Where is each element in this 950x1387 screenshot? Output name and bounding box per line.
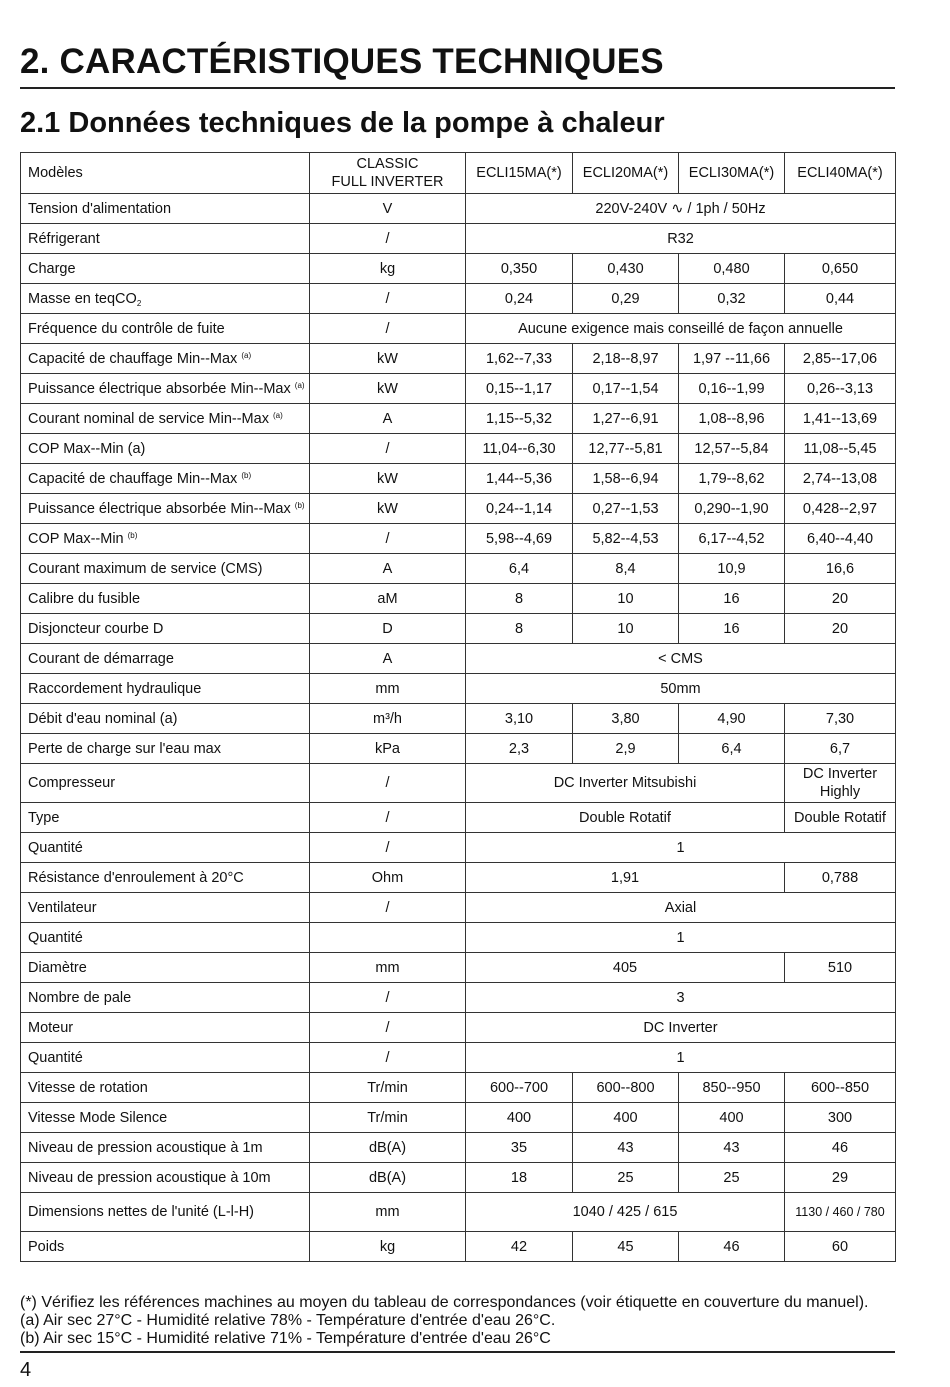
table-row bbox=[21, 1073, 896, 1103]
row-label-text: Résistance d'enroulement à 20°C bbox=[28, 869, 244, 886]
footer-rule bbox=[20, 1351, 895, 1353]
row-value: 400 bbox=[679, 1103, 785, 1133]
row-value: 45 bbox=[573, 1232, 679, 1262]
row-value: 6,7 bbox=[785, 734, 896, 764]
row-value: 850--950 bbox=[679, 1073, 785, 1103]
row-label bbox=[21, 983, 310, 1013]
table-row bbox=[21, 254, 896, 284]
table-row bbox=[21, 704, 896, 734]
row-value: 2,74--13,08 bbox=[785, 464, 896, 494]
row-value: 8,4 bbox=[573, 554, 679, 584]
row-value: 46 bbox=[679, 1232, 785, 1262]
row-value: 0,290--1,90 bbox=[679, 494, 785, 524]
row-value: 25 bbox=[679, 1163, 785, 1193]
row-label bbox=[21, 1043, 310, 1073]
row-value-merged: 1040 / 425 / 615 bbox=[466, 1193, 785, 1232]
row-label-text: Perte de charge sur l'eau max bbox=[28, 740, 221, 757]
row-value: 42 bbox=[466, 1232, 573, 1262]
row-value: 1,15--5,32 bbox=[466, 404, 573, 434]
row-value: 11,08--5,45 bbox=[785, 434, 896, 464]
row-unit: mm bbox=[310, 674, 466, 704]
row-value: 1,08--8,96 bbox=[679, 404, 785, 434]
row-unit: / bbox=[310, 764, 466, 803]
model-header: ECLI20MA(*) bbox=[573, 153, 679, 194]
row-value-merged: 1 bbox=[466, 923, 896, 953]
row-value: 0,430 bbox=[573, 254, 679, 284]
row-label bbox=[21, 344, 310, 374]
row-label bbox=[21, 464, 310, 494]
row-value: 0,350 bbox=[466, 254, 573, 284]
row-unit: V bbox=[310, 194, 466, 224]
row-value: 0,27--1,53 bbox=[573, 494, 679, 524]
row-value: 12,77--5,81 bbox=[573, 434, 679, 464]
row-label-text: Charge bbox=[28, 260, 76, 277]
row-label bbox=[21, 1013, 310, 1043]
row-label-text: Type bbox=[28, 809, 60, 826]
row-value: 60 bbox=[785, 1232, 896, 1262]
row-value-merged: 3 bbox=[466, 983, 896, 1013]
row-label-text: Calibre du fusible bbox=[28, 590, 141, 607]
row-label bbox=[21, 893, 310, 923]
row-label bbox=[21, 1163, 310, 1193]
row-label-text: Niveau de pression acoustique à 1m bbox=[28, 1139, 263, 1156]
footnote-ref: (b) bbox=[241, 470, 252, 480]
table-row bbox=[21, 674, 896, 704]
row-value: DC Inverter Highly bbox=[785, 764, 896, 803]
row-label bbox=[21, 953, 310, 983]
row-value: 18 bbox=[466, 1163, 573, 1193]
row-unit: Tr/min bbox=[310, 1073, 466, 1103]
row-unit: aM bbox=[310, 584, 466, 614]
row-label-text: Courant maximum de service (CMS) bbox=[28, 560, 263, 577]
row-label bbox=[21, 614, 310, 644]
row-value: 8 bbox=[466, 584, 573, 614]
table-row bbox=[21, 734, 896, 764]
row-value: 2,3 bbox=[466, 734, 573, 764]
row-label bbox=[21, 1073, 310, 1103]
table-row bbox=[21, 893, 896, 923]
row-label bbox=[21, 803, 310, 833]
row-label bbox=[21, 374, 310, 404]
row-value: 0,29 bbox=[573, 284, 679, 314]
table-row bbox=[21, 764, 896, 803]
row-value: 10 bbox=[573, 584, 679, 614]
row-value: 0,16--1,99 bbox=[679, 374, 785, 404]
row-label bbox=[21, 584, 310, 614]
table-row bbox=[21, 923, 896, 953]
table-row bbox=[21, 524, 896, 554]
row-value: 16 bbox=[679, 584, 785, 614]
row-label bbox=[21, 1103, 310, 1133]
row-unit: / bbox=[310, 803, 466, 833]
footnote-ref: (a) bbox=[272, 410, 283, 420]
footnote-ref: (a) bbox=[294, 380, 305, 390]
page-number: 4 bbox=[20, 1359, 32, 1381]
row-label-text: Débit d'eau nominal (a) bbox=[28, 710, 178, 727]
table-row bbox=[21, 1163, 896, 1193]
row-value-merged: Aucune exigence mais conseillé de façon annuelle bbox=[466, 314, 896, 344]
row-value: 7,30 bbox=[785, 704, 896, 734]
row-value: 1,79--8,62 bbox=[679, 464, 785, 494]
row-value: 0,32 bbox=[679, 284, 785, 314]
table-row bbox=[21, 1013, 896, 1043]
row-value: 3,10 bbox=[466, 704, 573, 734]
row-unit: kg bbox=[310, 254, 466, 284]
row-label bbox=[21, 764, 310, 803]
row-unit: D bbox=[310, 614, 466, 644]
subscript: 2 bbox=[136, 298, 142, 308]
row-label bbox=[21, 494, 310, 524]
row-label bbox=[21, 554, 310, 584]
row-unit: / bbox=[310, 1043, 466, 1073]
table-row bbox=[21, 1133, 896, 1163]
row-value: 35 bbox=[466, 1133, 573, 1163]
row-label-text: COP Max--Min bbox=[28, 530, 124, 547]
row-label bbox=[21, 833, 310, 863]
row-label-text: Vitesse de rotation bbox=[28, 1079, 148, 1096]
row-unit: / bbox=[310, 524, 466, 554]
row-value-merged: Axial bbox=[466, 893, 896, 923]
row-unit: Ohm bbox=[310, 863, 466, 893]
row-label bbox=[21, 524, 310, 554]
row-label-text: Poids bbox=[28, 1238, 65, 1255]
row-label-text: COP Max--Min (a) bbox=[28, 440, 146, 457]
row-label-text: Raccordement hydraulique bbox=[28, 680, 202, 697]
row-label bbox=[21, 254, 310, 284]
row-value: 2,9 bbox=[573, 734, 679, 764]
row-value: 1,44--5,36 bbox=[466, 464, 573, 494]
row-label bbox=[21, 734, 310, 764]
row-value: 3,80 bbox=[573, 704, 679, 734]
table-row bbox=[21, 803, 896, 833]
row-unit: Tr/min bbox=[310, 1103, 466, 1133]
row-label bbox=[21, 314, 310, 344]
row-value: 6,4 bbox=[466, 554, 573, 584]
row-label-text: Vitesse Mode Silence bbox=[28, 1109, 168, 1126]
row-unit: dB(A) bbox=[310, 1163, 466, 1193]
row-label-text: Disjoncteur courbe D bbox=[28, 620, 164, 637]
row-unit: A bbox=[310, 644, 466, 674]
row-value-merged: 405 bbox=[466, 953, 785, 983]
row-unit: / bbox=[310, 284, 466, 314]
models-label: Modèles bbox=[21, 153, 310, 194]
row-value: 1,27--6,91 bbox=[573, 404, 679, 434]
row-value: 0,428--2,97 bbox=[785, 494, 896, 524]
footnote-ref: (b) bbox=[127, 530, 138, 540]
row-value: 16,6 bbox=[785, 554, 896, 584]
row-label-text: Compresseur bbox=[28, 775, 116, 791]
row-label-text: Diamètre bbox=[28, 959, 87, 976]
row-value-merged: 1 bbox=[466, 833, 896, 863]
model-header: ECLI30MA(*) bbox=[679, 153, 785, 194]
row-value-merged: 1,91 bbox=[466, 863, 785, 893]
row-value: 20 bbox=[785, 614, 896, 644]
row-value-merged: R32 bbox=[466, 224, 896, 254]
row-unit: / bbox=[310, 833, 466, 863]
row-unit: dB(A) bbox=[310, 1133, 466, 1163]
row-unit: / bbox=[310, 224, 466, 254]
row-unit: kW bbox=[310, 374, 466, 404]
row-value: 20 bbox=[785, 584, 896, 614]
row-value: 0,24 bbox=[466, 284, 573, 314]
table-row bbox=[21, 344, 896, 374]
row-label bbox=[21, 644, 310, 674]
series-classic: CLASSIC bbox=[356, 156, 419, 172]
row-value: 400 bbox=[466, 1103, 573, 1133]
row-label-text: Capacité de chauffage Min--Max bbox=[28, 470, 238, 487]
row-value: 2,18--8,97 bbox=[573, 344, 679, 374]
row-unit: mm bbox=[310, 953, 466, 983]
row-value: 1,58--6,94 bbox=[573, 464, 679, 494]
row-value: 8 bbox=[466, 614, 573, 644]
row-unit: kW bbox=[310, 464, 466, 494]
row-label bbox=[21, 1232, 310, 1262]
row-value: 10 bbox=[573, 614, 679, 644]
row-label-text: Réfrigerant bbox=[28, 230, 100, 247]
row-label-text: Niveau de pression acoustique à 10m bbox=[28, 1169, 271, 1186]
row-value-merged: DC Inverter Mitsubishi bbox=[466, 764, 785, 803]
table-row bbox=[21, 434, 896, 464]
row-value: 600--800 bbox=[573, 1073, 679, 1103]
row-label bbox=[21, 434, 310, 464]
table-row bbox=[21, 1043, 896, 1073]
series-full-inverter: FULL INVERTER bbox=[331, 174, 444, 190]
table-row bbox=[21, 284, 896, 314]
row-value: 43 bbox=[679, 1133, 785, 1163]
table-row bbox=[21, 644, 896, 674]
row-value: 2,85--17,06 bbox=[785, 344, 896, 374]
row-unit: / bbox=[310, 434, 466, 464]
table-row bbox=[21, 194, 896, 224]
row-unit: / bbox=[310, 893, 466, 923]
row-value-merged: 50mm bbox=[466, 674, 896, 704]
table-row bbox=[21, 863, 896, 893]
table-row bbox=[21, 614, 896, 644]
row-label bbox=[21, 704, 310, 734]
row-value-merged: < CMS bbox=[466, 644, 896, 674]
row-value: 1,97 --11,66 bbox=[679, 344, 785, 374]
row-value: 0,480 bbox=[679, 254, 785, 284]
model-header: ECLI15MA(*) bbox=[466, 153, 573, 194]
table-row bbox=[21, 554, 896, 584]
row-value: 11,04--6,30 bbox=[466, 434, 573, 464]
footnote: (b) Air sec 15°C - Humidité relative 71% - Température d'entrée d'eau 26°C bbox=[20, 1330, 551, 1347]
row-value: 1130 / 460 / 780 bbox=[785, 1193, 896, 1232]
model-header: ECLI40MA(*) bbox=[785, 153, 896, 194]
row-unit: m³/h bbox=[310, 704, 466, 734]
row-unit: / bbox=[310, 314, 466, 344]
title-rule bbox=[20, 87, 895, 89]
table-row bbox=[21, 983, 896, 1013]
table-row bbox=[21, 1103, 896, 1133]
row-unit: A bbox=[310, 554, 466, 584]
table-row bbox=[21, 584, 896, 614]
footnote-ref: (a) bbox=[241, 350, 252, 360]
row-value: 29 bbox=[785, 1163, 896, 1193]
row-unit bbox=[310, 923, 466, 953]
row-unit: kW bbox=[310, 344, 466, 374]
row-label-text: Dimensions nettes de l'unité (L-l-H) bbox=[28, 1204, 254, 1220]
row-label-text: Moteur bbox=[28, 1019, 74, 1036]
row-value: 6,4 bbox=[679, 734, 785, 764]
row-label-text: Puissance électrique absorbée Min--Max bbox=[28, 380, 291, 397]
row-value: 0,650 bbox=[785, 254, 896, 284]
row-value: 12,57--5,84 bbox=[679, 434, 785, 464]
row-value-merged: DC Inverter bbox=[466, 1013, 896, 1043]
row-label-text: Capacité de chauffage Min--Max bbox=[28, 350, 238, 367]
row-value: 400 bbox=[573, 1103, 679, 1133]
footnotes bbox=[20, 1294, 868, 1348]
table-row bbox=[21, 1232, 896, 1262]
row-value: 5,98--4,69 bbox=[466, 524, 573, 554]
row-label bbox=[21, 863, 310, 893]
row-label-text: Ventilateur bbox=[28, 899, 97, 916]
row-value: 0,15--1,17 bbox=[466, 374, 573, 404]
row-value: 1,41--13,69 bbox=[785, 404, 896, 434]
row-value: 1,62--7,33 bbox=[466, 344, 573, 374]
footnote: (*) Vérifiez les références machines au moyen du tableau de correspondances (voir étiquette en couverture du manuel). bbox=[20, 1294, 869, 1311]
row-value: 600--850 bbox=[785, 1073, 896, 1103]
row-value: 0,26--3,13 bbox=[785, 374, 896, 404]
row-label bbox=[21, 284, 310, 314]
row-value: 46 bbox=[785, 1133, 896, 1163]
row-value: 6,17--4,52 bbox=[679, 524, 785, 554]
row-value: 16 bbox=[679, 614, 785, 644]
row-label-text: Fréquence du contrôle de fuite bbox=[28, 320, 225, 337]
table-row bbox=[21, 494, 896, 524]
row-label-text: Tension d'alimentation bbox=[28, 200, 172, 217]
table-row bbox=[21, 404, 896, 434]
row-label-text: Masse en teqCO bbox=[28, 290, 137, 307]
table-row bbox=[21, 833, 896, 863]
row-value: 43 bbox=[573, 1133, 679, 1163]
row-value: 25 bbox=[573, 1163, 679, 1193]
row-label-text: Quantité bbox=[28, 929, 83, 946]
row-label-text: Nombre de pale bbox=[28, 989, 132, 1006]
row-unit: / bbox=[310, 1013, 466, 1043]
row-unit: / bbox=[310, 983, 466, 1013]
table-row bbox=[21, 314, 896, 344]
row-label bbox=[21, 194, 310, 224]
row-label bbox=[21, 1193, 310, 1232]
footnote-ref: (b) bbox=[294, 500, 305, 510]
table-row bbox=[21, 224, 896, 254]
series-label bbox=[310, 153, 466, 194]
row-value: 0,44 bbox=[785, 284, 896, 314]
row-label-text: Courant nominal de service Min--Max bbox=[28, 410, 269, 427]
row-unit: kW bbox=[310, 494, 466, 524]
row-unit: A bbox=[310, 404, 466, 434]
section-title: 2. CARACTÉRISTIQUES TECHNIQUES bbox=[20, 42, 664, 81]
subsection-title: 2.1 Données techniques de la pompe à chaleur bbox=[20, 107, 665, 139]
header-row bbox=[21, 153, 896, 194]
row-value: 10,9 bbox=[679, 554, 785, 584]
row-value: 5,82--4,53 bbox=[573, 524, 679, 554]
row-unit: kg bbox=[310, 1232, 466, 1262]
table-row bbox=[21, 374, 896, 404]
row-value-merged: 220V-240V ∿ / 1ph / 50Hz bbox=[466, 194, 896, 224]
row-value: 0,24--1,14 bbox=[466, 494, 573, 524]
row-value-merged: 1 bbox=[466, 1043, 896, 1073]
row-label-text: Quantité bbox=[28, 839, 83, 856]
table-row bbox=[21, 953, 896, 983]
row-value: 600--700 bbox=[466, 1073, 573, 1103]
row-label-text: Courant de démarrage bbox=[28, 650, 174, 667]
row-value: 300 bbox=[785, 1103, 896, 1133]
row-label bbox=[21, 404, 310, 434]
row-value: 4,90 bbox=[679, 704, 785, 734]
row-value-merged: Double Rotatif bbox=[466, 803, 785, 833]
row-value: 0,788 bbox=[785, 863, 896, 893]
row-label bbox=[21, 224, 310, 254]
row-label bbox=[21, 923, 310, 953]
table-row bbox=[21, 464, 896, 494]
row-label-text: Puissance électrique absorbée Min--Max bbox=[28, 500, 291, 517]
row-value: 0,17--1,54 bbox=[573, 374, 679, 404]
table-row bbox=[21, 1193, 896, 1232]
row-label bbox=[21, 674, 310, 704]
footnote: (a) Air sec 27°C - Humidité relative 78% - Température d'entrée d'eau 26°C. bbox=[20, 1312, 556, 1329]
row-unit: mm bbox=[310, 1193, 466, 1232]
spec-table bbox=[20, 152, 896, 1262]
row-value: 510 bbox=[785, 953, 896, 983]
row-label bbox=[21, 1133, 310, 1163]
row-label-text: Quantité bbox=[28, 1049, 83, 1066]
row-value: Double Rotatif bbox=[785, 803, 896, 833]
row-value: 6,40--4,40 bbox=[785, 524, 896, 554]
row-unit: kPa bbox=[310, 734, 466, 764]
